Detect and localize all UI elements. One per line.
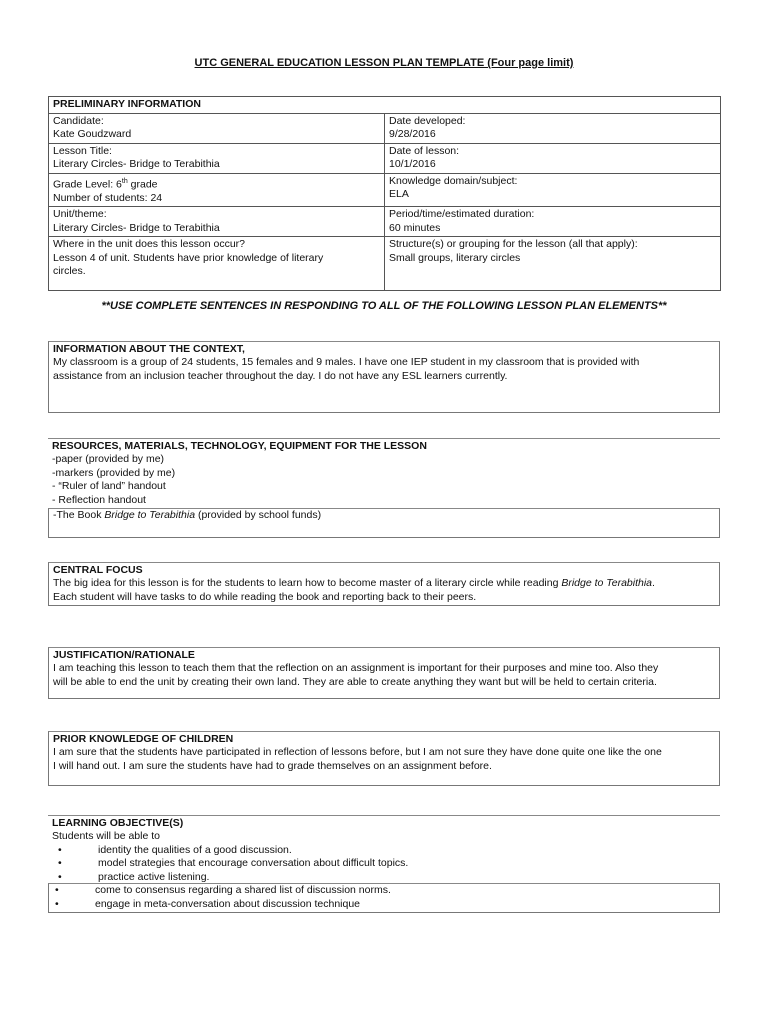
unit-theme-cell: [49, 207, 385, 237]
central-focus-section: [48, 562, 720, 606]
bullet-icon: •: [55, 897, 59, 910]
preliminary-information-table: [48, 96, 721, 291]
list-item: -markers (provided by me): [52, 466, 176, 479]
list-item: • engage in meta-conversation about discussion technique: [49, 898, 715, 912]
justification-box: [48, 647, 720, 699]
unit-placement-label: Where in the unit does this lesson occur?: [53, 238, 246, 250]
resources-box: [48, 508, 720, 538]
grouping-label: Structure(s) or grouping for the lesson (all that apply):: [389, 238, 638, 250]
candidate-label: Candidate:: [53, 114, 104, 127]
justification-header: JUSTIFICATION/RATIONALE: [53, 649, 195, 661]
grouping-value: Small groups, literary circles: [389, 251, 521, 264]
context-section: [48, 341, 720, 413]
table-row: [49, 173, 721, 207]
justification-section: [48, 647, 720, 699]
list-item: -The Book Bridge to Terabithia (provided by school funds): [53, 509, 322, 521]
prior-knowledge-box: [48, 731, 720, 786]
knowledge-domain-value: ELA: [389, 188, 409, 200]
objectives-list: [48, 830, 720, 886]
date-developed-value: 9/28/2016: [389, 128, 436, 140]
list-item: • practice active listening.: [52, 871, 716, 885]
grade-level-cell: [49, 173, 385, 207]
context-body: My classroom is a group of 24 students, 15 females and 9 males. I have one IEP student in my classroom that is provided with assistance from an inclusion teacher throughout the day. I do not have any ESL learners currently.: [53, 356, 640, 382]
prior-knowledge-section: [48, 731, 720, 786]
justification-body: I am teaching this lesson to teach them that the reflection on an assignment is important for their purposes and mine too. Also they will be able to end the unit by creating their own land. They are able to create anything they want but will be held to certain criteria.: [53, 662, 659, 688]
date-developed-cell: [385, 113, 721, 143]
table-row: [49, 113, 721, 143]
resources-section: [48, 438, 720, 538]
objectives-intro: Students will be able to: [52, 830, 160, 842]
bullet-icon: •: [58, 843, 62, 856]
lesson-title-value: Literary Circles- Bridge to Terabithia: [53, 158, 220, 170]
unit-placement-value-cont: circles.: [53, 265, 86, 277]
bullet-icon: •: [58, 870, 62, 883]
list-item: - “Ruler of land” handout: [52, 480, 166, 492]
unit-placement-value: Lesson 4 of unit. Students have prior knowledge of literary: [53, 251, 324, 264]
prior-knowledge-body: I am sure that the students have participated in reflection of lessons before, but I am not sure they have done quite one like the one I will hand out. I am sure the students have had to grade themselves on an assignment before.: [53, 746, 662, 772]
central-focus-box: [48, 562, 720, 606]
unit-theme-value: Literary Circles- Bridge to Terabithia: [53, 221, 220, 234]
duration-cell: [385, 207, 721, 237]
lesson-title-label: Lesson Title:: [53, 144, 112, 157]
context-header: INFORMATION ABOUT THE CONTEXT,: [53, 343, 245, 355]
page-title: UTC GENERAL EDUCATION LESSON PLAN TEMPLATE (Four page limit): [194, 57, 574, 69]
list-item: - Reflection handout: [52, 493, 146, 506]
context-box: [48, 341, 720, 413]
central-focus-body: The big idea for this lesson is for the students to learn how to become master of a literary circle while reading Bridge to Terabithia. Each student will have tasks to do while reading the book and reporting back to their peers.: [53, 577, 655, 603]
objectives-header: LEARNING OBJECTIVE(S): [52, 817, 184, 829]
duration-value: 60 minutes: [389, 221, 441, 234]
date-of-lesson-value: 10/1/2016: [389, 158, 436, 170]
list-item: • come to consensus regarding a shared list of discussion norms.: [49, 884, 715, 898]
number-of-students: Number of students: 24: [53, 191, 163, 204]
knowledge-domain-cell: [385, 173, 721, 207]
lesson-title-cell: [49, 143, 385, 173]
preliminary-header: PRELIMINARY INFORMATION: [49, 97, 721, 114]
prior-knowledge-header: PRIOR KNOWLEDGE OF CHILDREN: [53, 733, 234, 745]
table-row: [49, 207, 721, 237]
unit-placement-cell: [49, 237, 385, 291]
knowledge-domain-label: Knowledge domain/subject:: [389, 174, 518, 187]
date-of-lesson-label: Date of lesson:: [389, 144, 460, 157]
objectives-box: [48, 883, 720, 913]
bullet-icon: •: [58, 857, 62, 869]
list-item: -paper (provided by me): [52, 453, 165, 465]
duration-label: Period/time/estimated duration:: [389, 208, 535, 220]
list-item: • identity the qualities of a good discussion.: [52, 844, 716, 858]
candidate-value: Kate Goudzward: [53, 128, 132, 140]
resources-top: [48, 438, 720, 508]
grouping-cell: [385, 237, 721, 291]
grade-level-line: Grade Level: 6th grade: [53, 177, 158, 190]
central-focus-header: CENTRAL FOCUS: [53, 564, 143, 576]
instruction-note: **USE COMPLETE SENTENCES IN RESPONDING TO ALL OF THE FOLLOWING LESSON PLAN ELEMENTS**: [101, 300, 667, 312]
list-item: • model strategies that encourage conversation about difficult topics.: [52, 857, 716, 871]
bullet-icon: •: [55, 884, 59, 896]
date-developed-label: Date developed:: [389, 114, 466, 127]
table-row: [49, 237, 721, 291]
date-of-lesson-cell: [385, 143, 721, 173]
table-row: [49, 143, 721, 173]
objectives-section: [48, 815, 720, 913]
resources-list: [48, 453, 720, 509]
candidate-cell: [49, 113, 385, 143]
objectives-top: [48, 815, 720, 883]
unit-theme-label: Unit/theme:: [53, 208, 107, 220]
resources-header: RESOURCES, MATERIALS, TECHNOLOGY, EQUIPMENT FOR THE LESSON: [52, 440, 427, 452]
